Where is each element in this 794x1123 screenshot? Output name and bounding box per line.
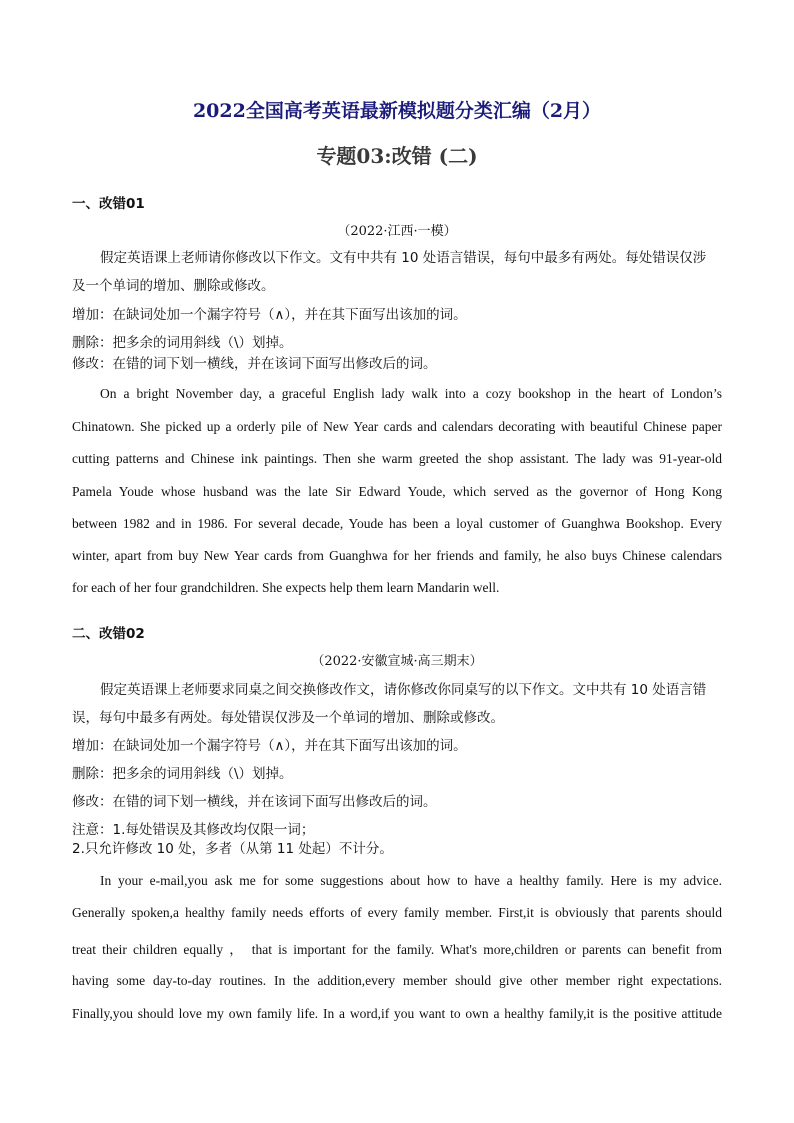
section-1-heading: 一、改错01 [72,196,145,212]
essay-2-line: Generally spoken,a healthy family needs efforts of every family member. First,it is obviously that parents should [72,905,722,920]
essay-1-line: On a bright November day, a graceful English lady walk into a cozy bookshop in the heart of London’s [100,386,722,401]
section-1-instruction: 修改：在错的词下划一横线，并在该词下面写出修改后的词。 [72,356,437,372]
essay-1-line: cutting patterns and Chinese ink paintings. Then she warm greeted the shop assistant. The lady was 91-year-old [72,451,722,466]
section-1-source: （2022·江西·一模） [337,224,457,239]
section-2-instruction: 误，每句中最多有两处。每处错误仅涉及一个单词的增加、删除或修改。 [72,710,504,726]
essay-2-line: having some day-to-day routines. In the addition,every member should give other member right expectations. [72,973,722,988]
section-2-instruction: 修改：在错的词下划一横线，并在该词下面写出修改后的词。 [72,794,437,810]
section-2-instruction: 注意：1.每处错误及其修改均仅限一词； [72,822,315,838]
essay-1-line: Pamela Youde whose husband was the late Sir Edward Youde, which served as the governor of Hong Kong [72,484,722,499]
essay-1-line: between 1982 and in 1986. For several decade, Youde has been a loyal customer of Guanghwa Bookshop. Every [72,516,722,531]
essay-1-line: winter, apart from buy New Year cards from Guanghwa for her friends and family, he also buys Chinese calendars [72,548,722,563]
section-1-instruction: 增加：在缺词处加一个漏字符号（∧），并在其下面写出该加的词。 [72,307,467,323]
document-subtitle: 专题03:改错 (二) [316,144,478,168]
section-2-source: （2022·安徽宣城·高三期末） [311,654,483,669]
section-1-instruction: 删除：把多余的词用斜线（\）划掉。 [72,335,293,351]
essay-1-line: for each of her four grandchildren. She expects help them learn Mandarin well. [72,580,500,595]
section-1-instruction: 及一个单词的增加、删除或修改。 [72,278,275,294]
essay-2-line: In your e-mail,you ask me for some suggestions about how to have a healthy family. Here is my advice. [100,873,722,888]
essay-2-line: treat their children equally ， that is important for the family. What's more,children or parents can benefit from [72,942,722,957]
section-2-instruction: 增加：在缺词处加一个漏字符号（∧），并在其下面写出该加的词。 [72,738,467,754]
document-title: 2022全国高考英语最新模拟题分类汇编（2月） [192,100,602,122]
essay-2-line: Finally,you should love my own family life. In a word,if you want to own a healthy family,it is the positive attitude [72,1006,722,1021]
section-2-instruction: 2.只允许修改 10 处，多者（从第 11 处起）不计分。 [72,841,393,857]
section-2-instruction: 假定英语课上老师要求同桌之间交换修改作文，请你修改你同桌写的以下作文。文中共有 10 处语言错 [100,682,707,698]
section-1-instruction: 假定英语课上老师请你修改以下作文。文有中共有 10 处语言错误，每句中最多有两处。每处错误仅涉 [100,250,707,266]
section-2-instruction: 删除：把多余的词用斜线（\）划掉。 [72,766,293,782]
section-2-heading: 二、改错02 [72,626,145,642]
essay-1-line: Chinatown. She picked up a orderly pile of New Year cards and calendars decorating with beautiful Chinese paper [72,419,722,434]
